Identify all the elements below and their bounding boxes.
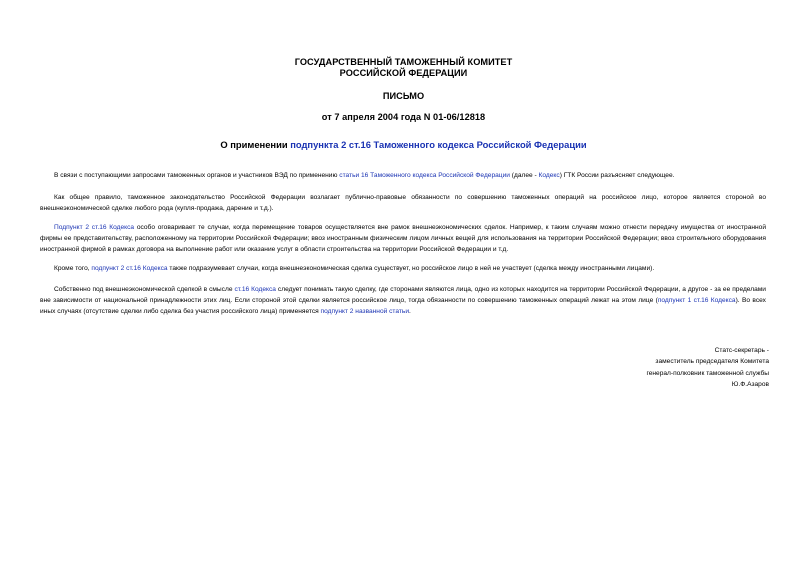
p1-link-article-16[interactable]: статьи 16 Таможенного кодекса Российской Федерации — [339, 172, 510, 179]
paragraph-2 — [40, 192, 766, 214]
signature-title-3: генерал-полковник таможенной службы — [646, 369, 769, 377]
p5-text-1: Собственно под внешнеэкономической сделкой в смысле — [54, 286, 235, 293]
p5-link-subpoint-2-named[interactable]: подпункт 2 названной статьи — [320, 308, 410, 315]
p4-text-1: Кроме того, — [54, 265, 92, 272]
p5-link-subpoint-1[interactable]: подпункт 1 ст.16 Кодекса — [657, 297, 736, 304]
paragraph-4 — [40, 263, 766, 274]
signature-block — [646, 345, 769, 390]
document-type: ПИСЬМО — [382, 91, 425, 101]
issuer-line-1: ГОСУДАРСТВЕННЫЙ ТАМОЖЕННЫЙ КОМИТЕТ — [294, 57, 513, 67]
paragraph-1 — [40, 170, 766, 181]
paragraph-3 — [40, 222, 766, 255]
document-subject — [0, 139, 807, 151]
p5-text-2: следует понимать такую сделку, где сторонами являются лица, одно из которых находится на территории Российской Федерации, а другое - за ее пределами вне зависимости от национальной принадлежности этих лиц. Если стороной этой сделки является российское лицо, тогда обязанности по совершению таможенных операций лежат на этом лице ( — [40, 286, 766, 304]
p1-text-3: ) ГТК России разъясняет следующее. — [559, 172, 675, 179]
p1-link-code[interactable]: Кодекс — [538, 172, 560, 179]
p2-text-1: Как общее правило, таможенное законодательство Российской Федерации возлагает публично-правовые обязанности по совершению таможенных операций на российское лицо, которое является стороной во внешнеэкономической сделке любого рода (купля-продажа, дарение и т.д.). — [40, 194, 766, 212]
p5-text-3: ). Во всех иных случаях (отсутствие сделки либо сделка без участия российского лица) применяется — [40, 297, 766, 315]
signature-title-2: заместитель председателя Комитета — [655, 358, 769, 366]
p3-link-subpoint-2[interactable]: Подпункт 2 ст.16 Кодекса — [54, 224, 135, 231]
p4-link-subpoint-2[interactable]: подпункт 2 ст.16 Кодекса — [91, 265, 168, 272]
signature-title-1: Статс-секретарь - — [714, 347, 769, 354]
p1-text-1: В связи с поступающими запросами таможенных органов и участников ВЭД по применению — [54, 172, 340, 179]
p5-text-4: . — [409, 308, 411, 315]
paragraph-5 — [40, 284, 766, 317]
p5-link-article-16[interactable]: ст.16 Кодекса — [234, 286, 276, 293]
signature-name: Ю.Ф.Азаров — [731, 380, 769, 388]
p3-text-1: особо оговаривает те случаи, когда перемещение товаров осуществляется вне рамок внешнеэкономических сделок. Например, к таким случаям можно отнести передачу имущества от иностранной фирмы ее представительству, расположенному на территории Российской Федерации; ввоз иностранным физическим лицом личных вещей для использования на территории Российской Федерации; ввоз строительного оборудования иностранной фирмой в рамках договора на выполнение работ или оказание услуг в области строительства на территории Российской Федерации и т.д. — [40, 224, 767, 253]
subject-prefix: О применении — [220, 139, 291, 150]
issuer-line-2: РОССИЙСКОЙ ФЕДЕРАЦИИ — [339, 68, 468, 78]
subject-link[interactable]: подпункта 2 ст.16 Таможенного кодекса Российской Федерации — [290, 139, 587, 150]
p1-text-2: (далее - — [509, 172, 539, 179]
document-date-number: от 7 апреля 2004 года N 01-06/12818 — [321, 112, 486, 122]
p4-text-2: также подразумевает случаи, когда внешнеэкономическая сделка существует, но российское лицо в ней не участвует (сделка между иностранными лицами). — [167, 265, 655, 272]
